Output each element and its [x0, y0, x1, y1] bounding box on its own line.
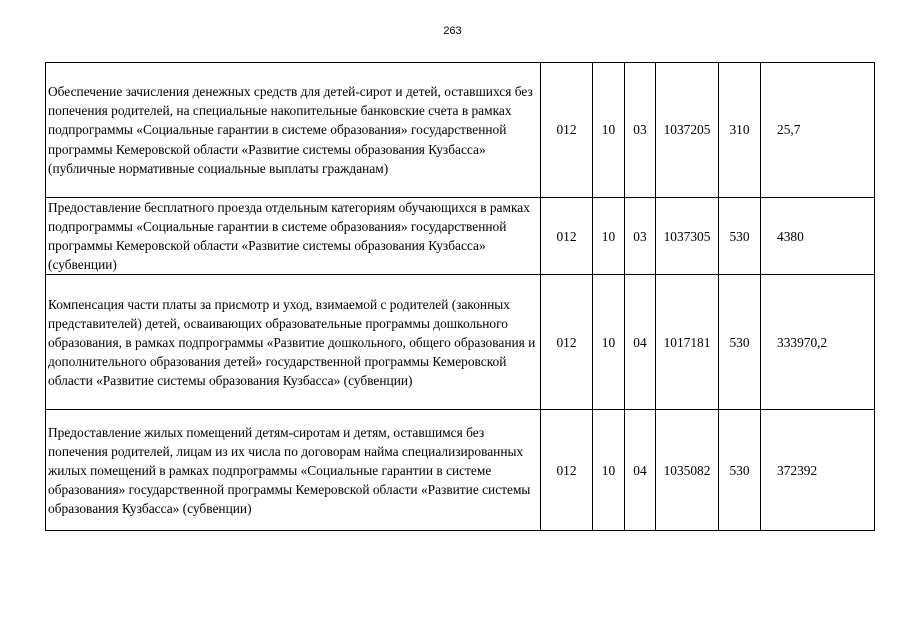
expense-type-code: 530	[719, 275, 761, 410]
row-description: Предоставление жилых помещений детям-сиротам и детям, оставшимся без попечения родителей, лицам из их числа по договорам найма специализированных жилых помещений в рамках подпрограммы «Социальные гарантии в системе образования» государственной программы Кемеровской области «Развитие системы образования Кузбасса» (субвенции)	[46, 410, 541, 531]
row-description: Предоставление бесплатного проезда отдельным категориям обучающихся в рамках подпрограммы «Социальные гарантии в системе образования» государственной программы Кемеровской области «Развитие системы образования Кузбасса» (субвенции)	[46, 198, 541, 275]
ministry-code: 012	[541, 275, 593, 410]
section-code: 10	[593, 410, 625, 531]
ministry-code: 012	[541, 198, 593, 275]
row-description: Обеспечение зачисления денежных средств для детей-сирот и детей, оставшихся без попечения родителей, на специальные накопительные банковские счета в рамках подпрограммы «Социальные гарантии в системе образования» государственной программы Кемеровской области «Развитие системы образования Кузбасса» (публичные нормативные социальные выплаты гражданам)	[46, 63, 541, 198]
subsection-code: 04	[625, 410, 656, 531]
subsection-code: 04	[625, 275, 656, 410]
amount-value: 372392	[761, 410, 875, 531]
amount-value: 25,7	[761, 63, 875, 198]
amount-value: 4380	[761, 198, 875, 275]
expense-type-code: 530	[719, 410, 761, 531]
subsection-code: 03	[625, 198, 656, 275]
table-row	[46, 275, 875, 410]
target-article-code: 1017181	[656, 275, 719, 410]
subsection-code: 03	[625, 63, 656, 198]
amount-value: 333970,2	[761, 275, 875, 410]
section-code: 10	[593, 275, 625, 410]
target-article-code: 1035082	[656, 410, 719, 531]
ministry-code: 012	[541, 63, 593, 198]
budget-table	[45, 62, 875, 531]
section-code: 10	[593, 63, 625, 198]
ministry-code: 012	[541, 410, 593, 531]
target-article-code: 1037205	[656, 63, 719, 198]
expense-type-code: 530	[719, 198, 761, 275]
table-row	[46, 63, 875, 198]
target-article-code: 1037305	[656, 198, 719, 275]
section-code: 10	[593, 198, 625, 275]
page-number: 263	[443, 25, 462, 37]
table-row	[46, 198, 875, 275]
row-description: Компенсация части платы за присмотр и уход, взимаемой с родителей (законных представителей) детей, осваивающих образовательные программы дошкольного образования, в рамках подпрограммы «Развитие дошкольного, общего образования и дополнительного образования детей» государственной программы Кемеровской области «Развитие системы образования Кузбасса» (субвенции)	[46, 275, 541, 410]
expense-type-code: 310	[719, 63, 761, 198]
table-row	[46, 410, 875, 531]
